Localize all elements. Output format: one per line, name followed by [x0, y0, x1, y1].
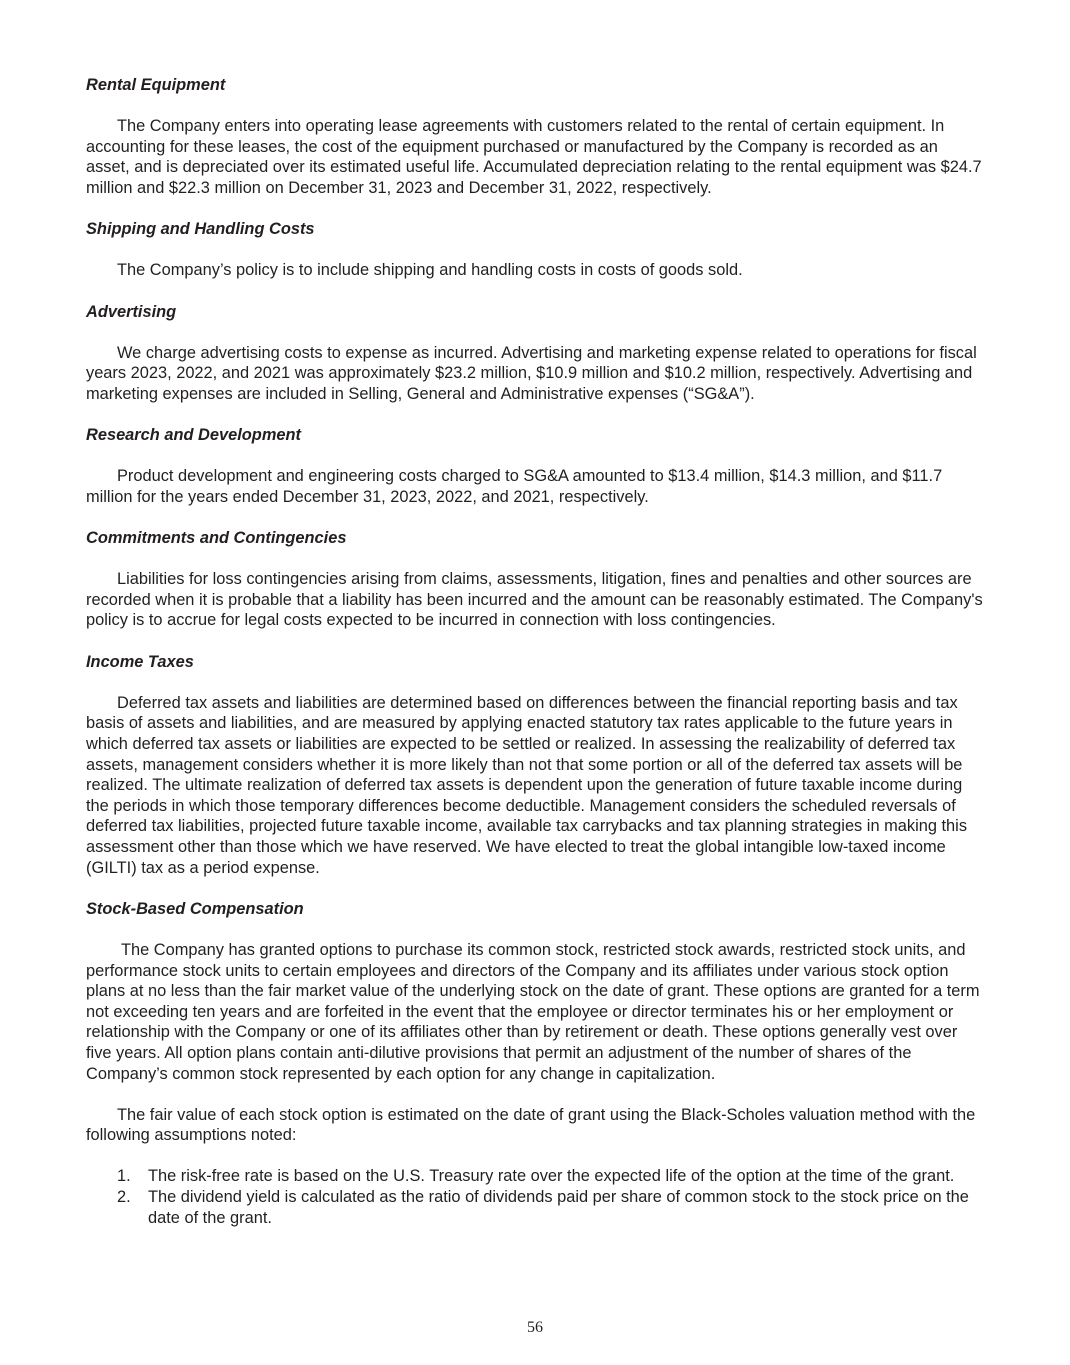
- list-item-number: 2.: [117, 1188, 131, 1207]
- section-paragraph: The Company enters into operating lease agreements with customers related to the rental of certain equipment. In accounting for these leases, the cost of the equipment purchased or manufactured by the Company is recorded as an asset, and is depreciated over its estimated useful life. Accumulated depreciation relating to the rental equipment was $24.7 million and $22.3 million on December 31, 2023 and December 31, 2022, respectively.: [86, 117, 982, 197]
- section-paragraph: The fair value of each stock option is estimated on the date of grant using the Black-Scholes valuation method with the following assumptions noted:: [86, 1105, 976, 1145]
- list-item-number: 1.: [117, 1167, 131, 1186]
- section-paragraph: The Company has granted options to purchase its common stock, restricted stock awards, restricted stock units, and performance stock units to certain employees and directors of the Company and its affiliates under various stock option plans at no less than the fair market value of the underlying stock on the date of grant. These options are granted for a term not exceeding ten years and are forfeited in the event that the employee or director terminates his or her employment or relationship with the Company or one of its affiliates other than by retirement or death. These options generally vest over five years. All option plans contain anti-dilutive provisions that permit an adjustment of the number of shares of the Company’s common stock represented by each option for any change in capitalization.: [86, 940, 980, 1083]
- section-heading: Shipping and Handling Costs: [86, 220, 315, 239]
- list-item: [86, 1187, 986, 1228]
- section-rental-equipment: [86, 75, 986, 199]
- section-heading: Stock-Based Compensation: [86, 899, 304, 918]
- section-heading: Rental Equipment: [86, 76, 226, 94]
- list-item-text: The dividend yield is calculated as the ratio of dividends paid per share of common stock to the stock price on the date of the grant.: [148, 1188, 969, 1227]
- document-body: [86, 75, 986, 1228]
- section-advertising: [86, 302, 986, 405]
- section-heading: Income Taxes: [86, 652, 194, 671]
- assumptions-list: [86, 1166, 986, 1228]
- section-paragraph: Liabilities for loss contingencies arising from claims, assessments, litigation, fines and penalties and other sources are recorded when it is probable that a liability has been incurred and the amount can be reasonably estimated. The Company's policy is to accrue for legal costs expected to be incurred in connection with loss contingencies.: [86, 570, 983, 630]
- section-paragraph: The Company’s policy is to include shipping and handling costs in costs of goods sold.: [117, 261, 743, 280]
- section-heading: Research and Development: [86, 426, 301, 445]
- section-paragraph: Deferred tax assets and liabilities are determined based on differences between the financial reporting basis and tax basis of assets and liabilities, and are measured by applying enacted statutory tax rates applicable to the future years in which deferred tax assets or liabilities are expected to be settled or realized. In assessing the realizability of deferred tax assets, management considers whether it is more likely than not that some portion or all of the deferred tax assets will be realized. The ultimate realization of deferred tax assets is dependent upon the generation of future taxable income during the periods in which those temporary differences become deductible. Management considers the scheduled reversals of deferred tax liabilities, projected future taxable income, available tax carrybacks and tax planning strategies in making this assessment other than those which we have reserved. We have elected to treat the global intangible low-taxed income (GILTI) tax as a period expense.: [86, 693, 968, 877]
- section-heading: Commitments and Contingencies: [86, 529, 347, 548]
- section-shipping-handling: [86, 219, 986, 281]
- section-stock-based-compensation: [86, 899, 986, 1229]
- section-paragraph: We charge advertising costs to expense as incurred. Advertising and marketing expense related to operations for fiscal years 2023, 2022, and 2021 was approximately $23.2 million, $10.9 million and $10.2 million, respectively. Advertising and marketing expenses are included in Selling, General and Administrative expenses (“SG&A”).: [86, 343, 977, 403]
- section-paragraph: Product development and engineering costs charged to SG&A amounted to $13.4 million, $14.3 million, and $11.7 million for the years ended December 31, 2023, 2022, and 2021, respectively.: [86, 467, 943, 506]
- section-income-taxes: [86, 652, 986, 879]
- section-commitments-contingencies: [86, 528, 986, 631]
- list-item: [86, 1166, 986, 1187]
- section-heading: Advertising: [86, 302, 177, 321]
- section-research-development: [86, 425, 986, 507]
- list-item-text: The risk-free rate is based on the U.S. Treasury rate over the expected life of the option at the time of the grant.: [148, 1167, 955, 1186]
- page-number: 56: [527, 1319, 543, 1336]
